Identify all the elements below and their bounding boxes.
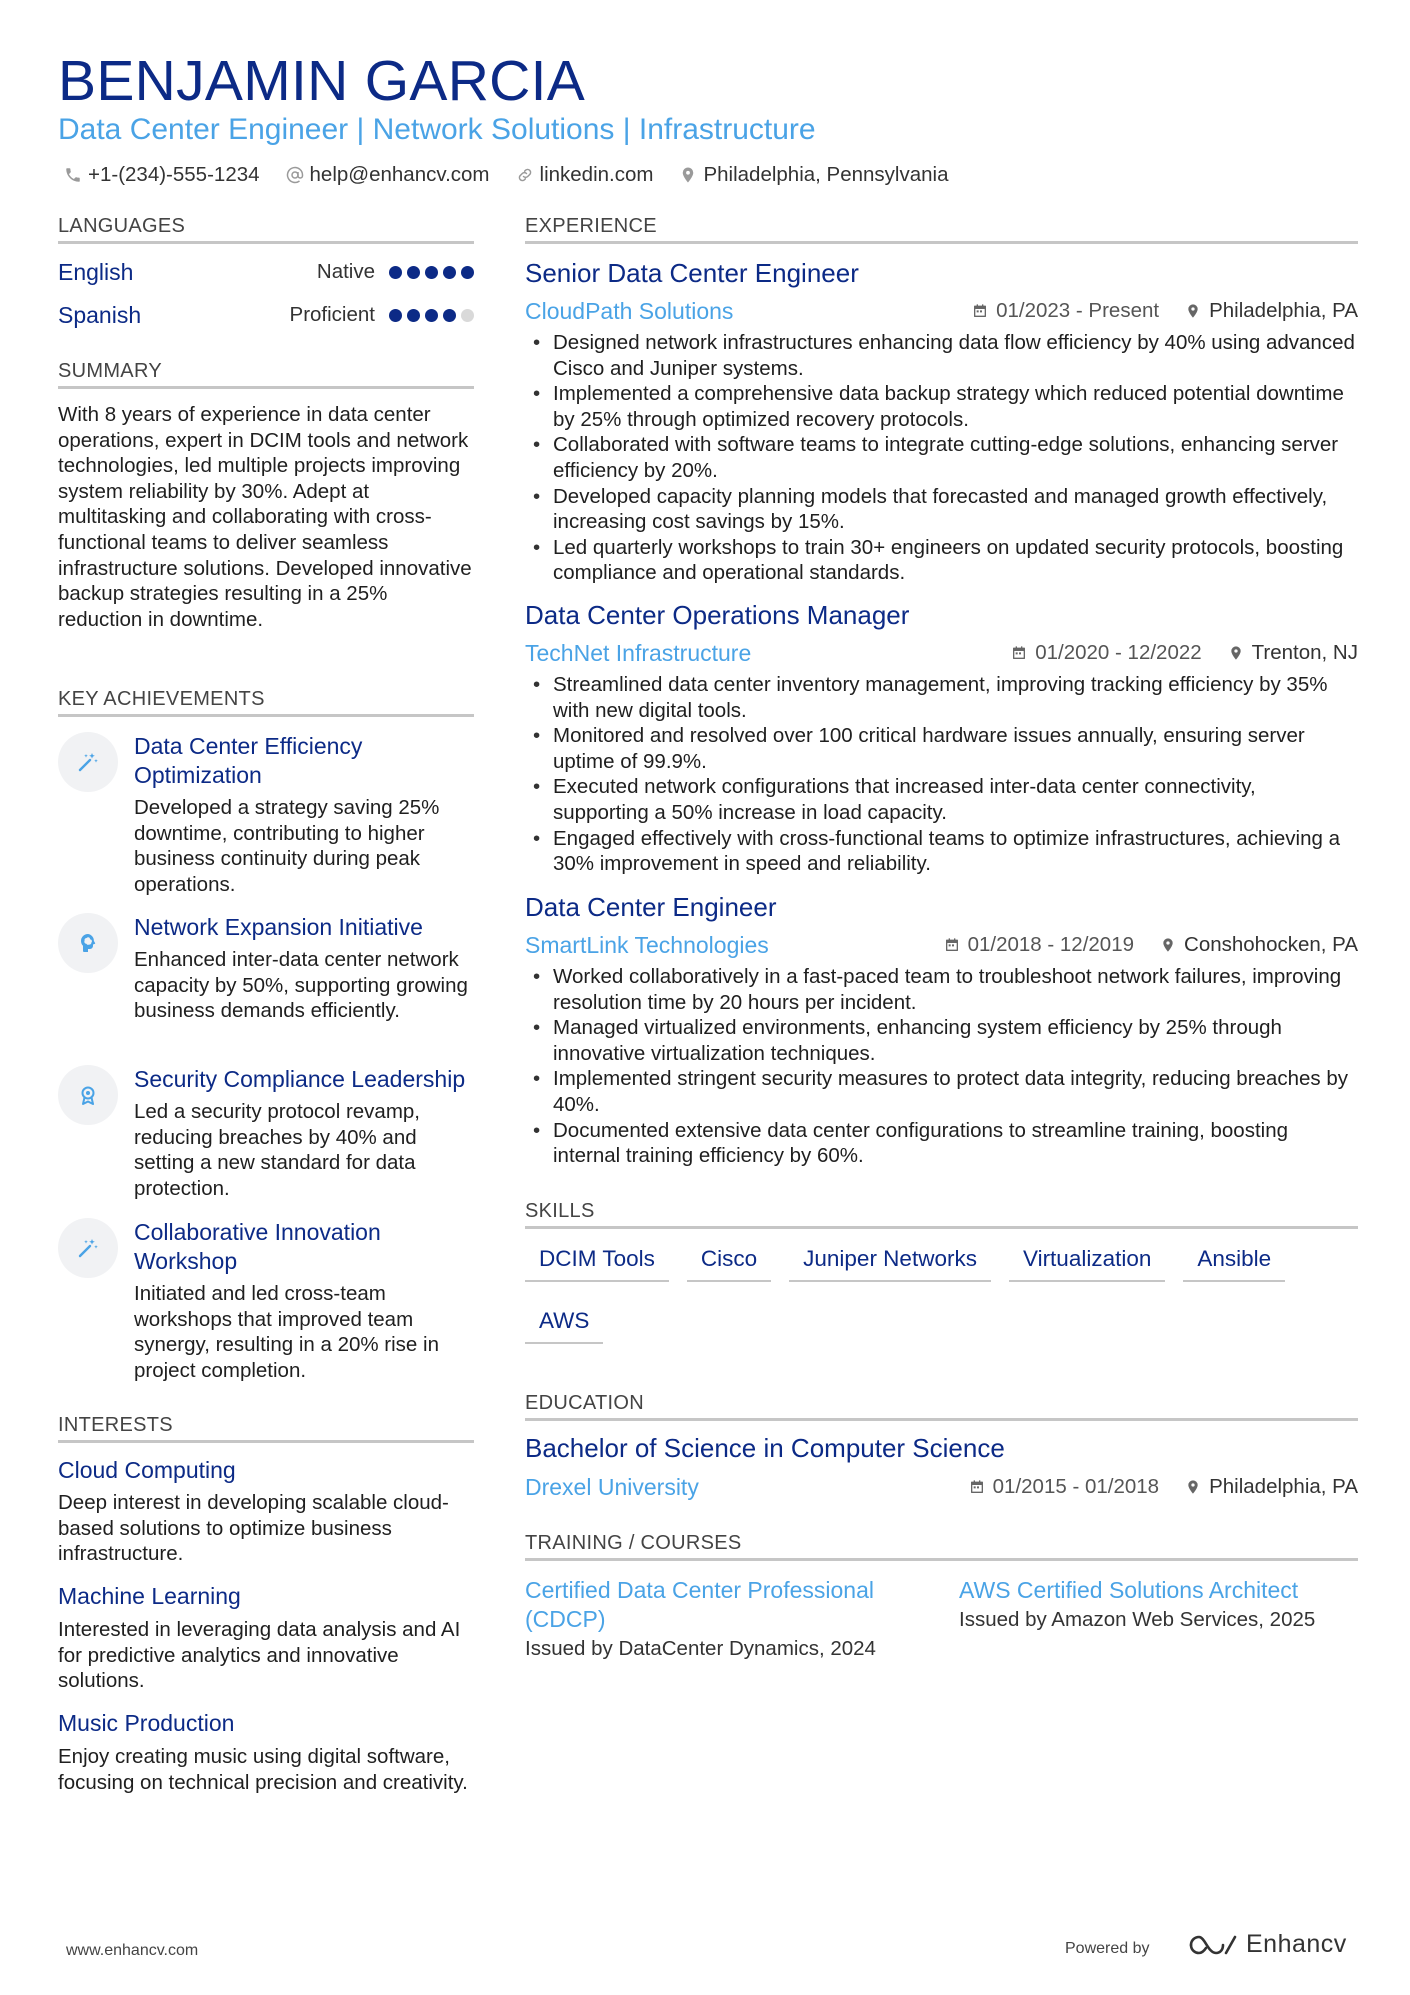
skill-tag: Ansible: [1183, 1240, 1285, 1282]
calendar-icon: [944, 937, 960, 953]
course-title: Certified Data Center Professional (CDCP): [525, 1577, 874, 1632]
language-name: Spanish: [58, 301, 142, 328]
contact-linkedin-text: linkedin.com: [539, 163, 654, 186]
brain-icon: [58, 913, 118, 973]
proficiency-dot: [461, 266, 474, 279]
achievement-title: Security Compliance Leadership: [134, 1066, 466, 1092]
skill-tag: AWS: [525, 1302, 603, 1344]
location-pin-icon: [1160, 937, 1176, 953]
achievement-description: Led a security protocol revamp, reducing breaches by 40% and setting a new standard for data protection.: [134, 1100, 420, 1200]
candidate-name: BENJAMIN GARCIA: [58, 49, 586, 113]
proficiency-dot: [389, 266, 402, 279]
training-heading: TRAINING / COURSES: [525, 1531, 1358, 1561]
education-dates-text: 01/2015 - 01/2018: [992, 1475, 1160, 1498]
job-location-text: Conshohocken, PA: [1184, 933, 1358, 956]
achievement-description: Developed a strategy saving 25% downtime, contributing to higher business continuity during peak operations.: [134, 796, 440, 896]
skill-tag: Juniper Networks: [789, 1240, 991, 1282]
proficiency-dot: [407, 266, 420, 279]
job-location-text: Trenton, NJ: [1251, 641, 1358, 664]
job-bullet: • Streamlined data center inventory management, improving tracking efficiency by 35% with new digital tools.: [525, 672, 1355, 723]
job-title: Data Center Operations Manager: [525, 600, 910, 630]
proficiency-dot: [425, 266, 438, 279]
location-pin-icon: [679, 166, 697, 184]
interest-title: Machine Learning: [58, 1583, 241, 1609]
job-location: [1228, 638, 1358, 668]
education-degree: Bachelor of Science in Computer Science: [525, 1433, 1005, 1463]
languages-heading: LANGUAGES: [58, 214, 474, 244]
interest-title: Music Production: [58, 1710, 235, 1736]
job-dates: [972, 296, 1159, 326]
course-issuer: Issued by DataCenter Dynamics, 2024: [525, 1637, 876, 1660]
education-school: Drexel University: [525, 1474, 699, 1500]
link-icon: [516, 166, 534, 184]
job-bullet: • Documented extensive data center configurations to streamline training, boosting internal training efficiency by 60%.: [525, 1118, 1355, 1169]
job-location: [1160, 930, 1358, 960]
calendar-icon: [969, 1479, 985, 1495]
proficiency-dot: [425, 309, 438, 322]
contact-phone: [64, 160, 260, 190]
job-bullet: • Collaborated with software teams to integrate cutting-edge solutions, enhancing server efficiency by 20%.: [525, 432, 1355, 483]
achievement-description: Enhanced inter-data center network capacity by 50%, supporting growing business demands efficiently.: [134, 948, 468, 1023]
job-bullet: • Implemented a comprehensive data backup strategy which reduced potential downtime by 25% through optimized recovery protocols.: [525, 381, 1355, 432]
job-meta: [972, 296, 1358, 326]
interest-description: Interested in leveraging data analysis and AI for predictive analytics and innovative solutions.: [58, 1618, 461, 1693]
proficiency-dot: [443, 309, 456, 322]
skill-tag: Virtualization: [1009, 1240, 1165, 1282]
contact-email-text: help@enhancv.com: [309, 163, 490, 186]
job-dates-text: 01/2018 - 12/2019: [967, 933, 1135, 956]
job-bullet: • Implemented stringent security measures to protect data integrity, reducing breaches by 40%.: [525, 1066, 1355, 1117]
candidate-tagline: Data Center Engineer | Network Solutions | Infrastructure: [58, 113, 816, 146]
job-meta: [944, 930, 1358, 960]
experience-heading: EXPERIENCE: [525, 214, 1358, 244]
phone-icon: [64, 166, 82, 184]
education-meta: [969, 1472, 1358, 1502]
education-location: [1185, 1472, 1358, 1502]
language-proficiency-dots: [389, 266, 474, 279]
achievement-title: Collaborative Innovation Workshop: [134, 1219, 381, 1274]
job-dates: [1011, 638, 1201, 668]
job-bullet: • Developed capacity planning models that forecasted and managed growth effectively, increasing cost savings by 15%.: [525, 484, 1355, 535]
job-bullets: [525, 330, 1355, 586]
job-dates-text: 01/2020 - 12/2022: [1035, 641, 1202, 664]
job-bullet: • Monitored and resolved over 100 critical hardware issues annually, ensuring server uptime of 99.9%.: [525, 723, 1355, 774]
contact-bar: [64, 160, 949, 190]
job-bullet: • Executed network configurations that increased inter-data center connectivity, supporting a 50% increase in load capacity.: [525, 774, 1355, 825]
interest-title: Cloud Computing: [58, 1457, 236, 1483]
language-level: Native: [316, 260, 375, 283]
magic-wand-icon: [58, 732, 118, 792]
language-item: [58, 256, 474, 288]
job-dates: [944, 930, 1134, 960]
proficiency-dot: [443, 266, 456, 279]
language-proficiency-dots: [389, 309, 474, 322]
job-company: SmartLink Technologies: [525, 932, 769, 958]
skill-tag: Cisco: [687, 1240, 771, 1282]
summary-heading: SUMMARY: [58, 359, 474, 389]
job-bullet: • Engaged effectively with cross-functional teams to optimize infrastructures, achieving a 30% improvement in speed and reliability.: [525, 826, 1355, 877]
course-item: [959, 1576, 1359, 1634]
language-level: Proficient: [289, 303, 375, 326]
achievement-title: Data Center Efficiency Optimization: [134, 733, 363, 788]
location-pin-icon: [1185, 303, 1201, 319]
course-issuer: Issued by Amazon Web Services, 2025: [959, 1608, 1316, 1631]
job-bullet: • Designed network infrastructures enhancing data flow efficiency by 40% using advanced Cisco and Juniper systems.: [525, 330, 1355, 381]
job-bullet: • Managed virtualized environments, enhancing system efficiency by 25% through innovative virtualization techniques.: [525, 1015, 1355, 1066]
job-meta: [1011, 638, 1358, 668]
contact-location-text: Philadelphia, Pennsylvania: [703, 163, 949, 186]
job-bullets: [525, 672, 1355, 877]
contact-phone-text: +1-(234)-555-1234: [88, 163, 260, 186]
magic-wand-icon: [58, 1218, 118, 1278]
contact-email[interactable]: [286, 160, 490, 190]
proficiency-dot-empty: [461, 309, 474, 322]
location-pin-icon: [1185, 1479, 1201, 1495]
footer-website[interactable]: www.enhancv.com: [66, 1942, 199, 1959]
calendar-icon: [1011, 645, 1027, 661]
at-icon: [286, 166, 304, 184]
interests-heading: INTERESTS: [58, 1413, 474, 1443]
language-item: [58, 299, 474, 331]
skills-heading: SKILLS: [525, 1199, 1358, 1229]
achievement-title: Network Expansion Initiative: [134, 914, 423, 940]
contact-linkedin[interactable]: [516, 160, 654, 190]
enhancv-logo-text: Enhancv: [1246, 1930, 1347, 1958]
job-bullet: • Led quarterly workshops to train 30+ engineers on updated security protocols, boosting compliance and operational standards.: [525, 535, 1355, 586]
job-title: Senior Data Center Engineer: [525, 258, 859, 288]
interest-description: Deep interest in developing scalable cloud-based solutions to optimize business infrastructure.: [58, 1491, 449, 1566]
achievements-heading: KEY ACHIEVEMENTS: [58, 687, 474, 717]
award-icon: [58, 1065, 118, 1125]
job-title: Data Center Engineer: [525, 892, 777, 922]
proficiency-dot: [389, 309, 402, 322]
course-title: AWS Certified Solutions Architect: [959, 1577, 1299, 1603]
job-dates-text: 01/2023 - Present: [996, 299, 1160, 322]
proficiency-dot: [407, 309, 420, 322]
language-name: English: [58, 258, 134, 285]
summary-text: With 8 years of experience in data center operations, expert in DCIM tools and network technologies, led multiple projects improving system reliability by 30%. Adept at multitasking and collaborating with cross-functional teams to deliver seamless infrastructure solutions. Developed innovative backup strategies resulting in a 25% reduction in downtime.: [58, 403, 472, 631]
job-bullet: • Worked collaboratively in a fast-paced team to troubleshoot network failures, improving resolution time by 20 hours per incident.: [525, 964, 1355, 1015]
interest-description: Enjoy creating music using digital software, focusing on technical precision and creativity.: [58, 1745, 468, 1794]
education-dates: [969, 1472, 1159, 1502]
calendar-icon: [972, 303, 988, 319]
powered-by-label: Powered by: [1065, 1940, 1150, 1957]
job-location-text: Philadelphia, PA: [1209, 299, 1358, 322]
job-company: TechNet Infrastructure: [525, 640, 752, 666]
enhancv-logo: [1188, 1930, 1347, 1959]
education-location-text: Philadelphia, PA: [1209, 1475, 1358, 1498]
achievement-description: Initiated and led cross-team workshops that improved team synergy, resulting in a 20% rise in project completion.: [134, 1282, 439, 1382]
enhancv-logo-icon: [1188, 1932, 1238, 1958]
course-item: [525, 1576, 905, 1663]
job-bullets: [525, 964, 1355, 1169]
skills-list: [525, 1240, 1365, 1344]
education-heading: EDUCATION: [525, 1391, 1358, 1421]
job-location: [1185, 296, 1358, 326]
skill-tag: DCIM Tools: [525, 1240, 669, 1282]
job-company: CloudPath Solutions: [525, 298, 734, 324]
location-pin-icon: [1228, 645, 1244, 661]
contact-location: [679, 160, 948, 190]
